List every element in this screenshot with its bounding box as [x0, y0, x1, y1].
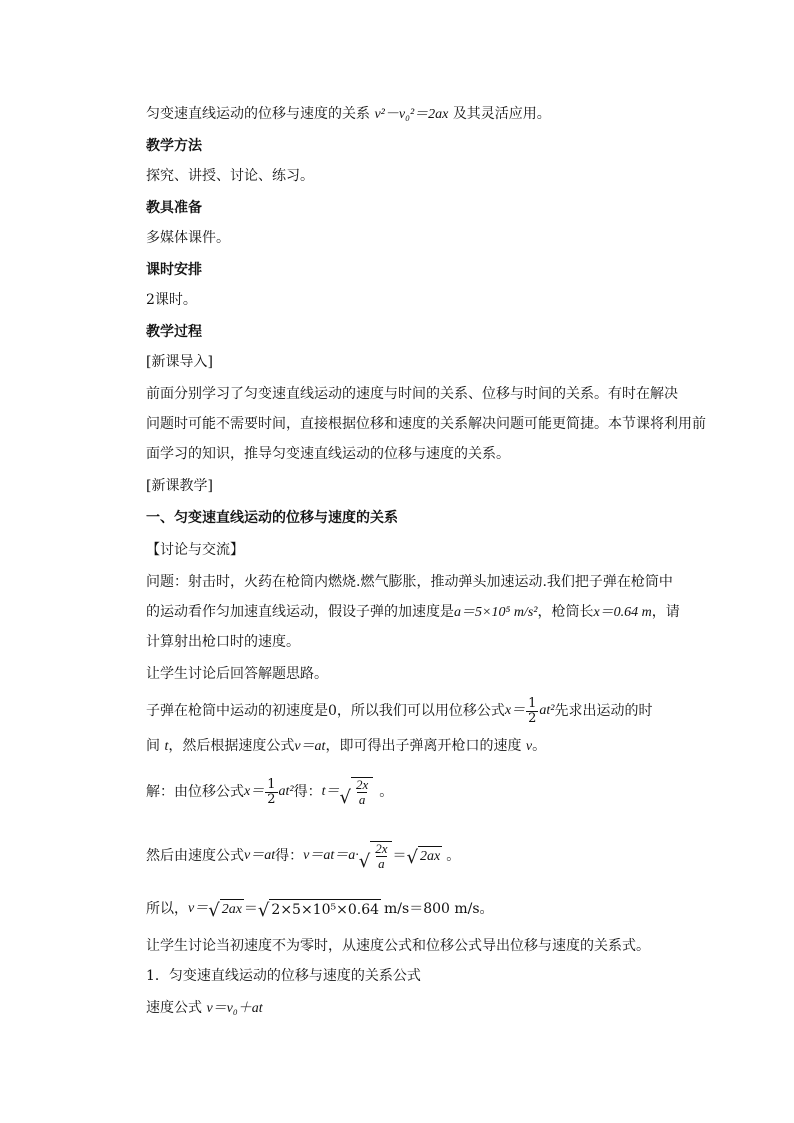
velocity-formula-line: [146, 998, 676, 1019]
text: 。: [532, 738, 547, 754]
solution-step-1: [146, 772, 676, 812]
text: ，枪筒长: [537, 604, 594, 620]
formula: ＝: [392, 848, 407, 864]
text: 。: [446, 848, 461, 864]
discuss-tag: 【讨论与交流】: [146, 542, 244, 558]
formula: v²－v₀²＝2ax: [374, 107, 449, 122]
denominator: 2: [528, 710, 537, 726]
text: 速度公式: [146, 1000, 202, 1016]
text: 的运动看作匀加速直线运动，假设子弹的加速度是: [146, 604, 454, 620]
numerator: 1: [528, 695, 537, 711]
question-line-3: 计算射出枪口时的速度。: [146, 634, 300, 650]
heading-tools: 教具准备: [146, 200, 202, 216]
text: m/s＝800 m/s。: [384, 901, 494, 917]
solution-step-2: [146, 836, 676, 876]
sqrt-2ax: [406, 846, 442, 867]
intro-para-3: 面学习的知识，推导匀变速直线运动的位移与速度的关系。: [146, 446, 510, 462]
question-line-2: [146, 602, 680, 623]
sqrt-number: [258, 899, 381, 920]
text: 及其灵活应用。: [452, 106, 551, 122]
ask-line-2: 让学生讨论当初速度不为零时，从速度公式和位移公式导出位移与速度的关系式。: [146, 938, 650, 954]
formula: v＝v₀＋at: [206, 1001, 263, 1016]
heading-time: 课时安排: [146, 262, 202, 278]
var: t: [164, 739, 169, 754]
method-text: 探究、讲授、讨论、练习。: [146, 168, 314, 184]
fraction: [373, 842, 389, 871]
sqrt-2x-over-a: [359, 841, 393, 871]
formula: at²: [539, 703, 555, 718]
radicand: [351, 777, 373, 807]
numerator: 2x: [355, 777, 369, 792]
text: 得：: [293, 784, 322, 800]
ask-line: 让学生讨论后回答解题思路。: [146, 666, 328, 682]
formula: v＝at: [244, 848, 276, 863]
sqrt-2x-over-a: [339, 777, 373, 807]
heading-method: 教学方法: [146, 138, 202, 154]
intro-para-2: 问题时可能不需要时间，直接根据位移和速度的关系解决问题可能更简捷。本节课将利用前: [146, 416, 706, 432]
formula: x＝: [504, 703, 526, 718]
objective-line: [146, 104, 676, 125]
text: 子弹在枪筒中运动的初速度是0，所以我们可以用位移公式: [146, 703, 505, 719]
radical-sign: √: [406, 846, 418, 868]
fraction-half: [526, 697, 538, 726]
denominator: a: [358, 792, 366, 807]
text: 匀变速直线运动的位移与速度的关系: [146, 106, 370, 122]
text: 先求出运动的时: [554, 703, 653, 719]
radicand: 2ax: [418, 846, 442, 867]
var: v: [525, 739, 533, 754]
text: 间: [146, 738, 160, 754]
subsection-1: 1．匀变速直线运动的位移与速度的关系公式: [146, 968, 421, 984]
radical-sign: √: [257, 899, 270, 921]
intro-tag: [新课导入]: [146, 354, 213, 370]
text: 然后由速度公式: [146, 848, 244, 864]
radicand: 2ax: [220, 899, 244, 920]
solution-idea-1: [146, 694, 676, 728]
text: ，然后根据速度公式: [168, 738, 295, 754]
formula: x＝0.64 m: [593, 605, 652, 620]
text: ，请: [651, 604, 680, 620]
conclusion-line: [146, 896, 676, 922]
intro-para-1: 前面分别学习了匀变速直线运动的速度与时间的关系、位移与时间的关系。有时在解决: [146, 386, 678, 402]
formula: v＝: [188, 901, 209, 916]
solution-idea-2: [146, 736, 676, 757]
section-heading: 一、匀变速直线运动的位移与速度的关系: [146, 510, 398, 526]
radicand: [370, 841, 392, 871]
radical-sign: √: [208, 899, 220, 921]
fraction: [354, 778, 370, 807]
text: 所以，: [146, 901, 188, 917]
formula: t＝: [321, 784, 340, 799]
formula: ＝: [243, 901, 258, 917]
formula: x＝: [244, 784, 265, 799]
radical-sign: √: [339, 787, 351, 808]
question-line-1: 问题：射击时，火药在枪筒内燃烧.燃气膨胀，推动弹头加速运动.我们把子弹在枪筒中: [146, 574, 673, 590]
numerator: 1: [267, 776, 276, 792]
formula: at²: [278, 784, 294, 799]
heading-process: 教学过程: [146, 324, 202, 340]
sqrt-2ax: [208, 899, 244, 920]
text: 。: [379, 784, 394, 800]
formula: v＝at＝a·: [303, 848, 359, 863]
denominator: a: [378, 856, 385, 871]
time-text: 2课时。: [146, 292, 197, 308]
formula: a＝5×10⁵ m/s²: [454, 605, 538, 620]
numerator: 2x: [375, 841, 388, 856]
teach-tag: [新课教学]: [146, 478, 213, 494]
text: ，即可得出子弹离开枪口的速度: [325, 738, 522, 754]
radicand: 2×5×10⁵×0.64: [269, 899, 381, 920]
text: 解：由位移公式: [146, 784, 244, 800]
text: 得：: [275, 848, 304, 864]
fraction-half: [265, 778, 277, 807]
formula: v＝at: [294, 739, 326, 754]
radical-sign: √: [358, 851, 371, 872]
denominator: 2: [267, 791, 276, 807]
tools-text: 多媒体课件。: [146, 230, 230, 246]
